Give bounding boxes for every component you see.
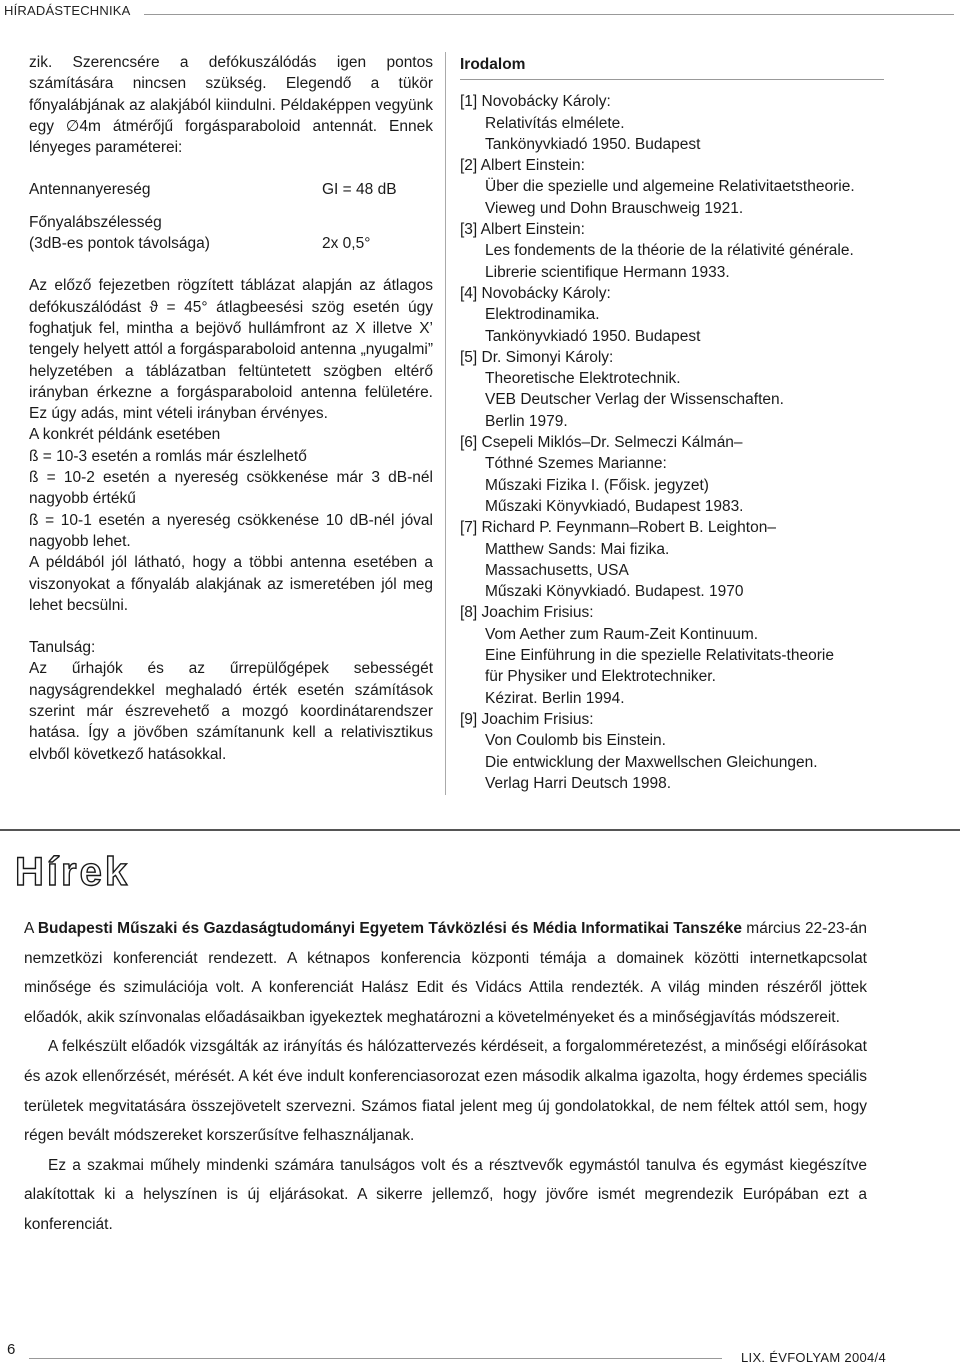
news-top-rule	[0, 829, 960, 831]
reference-item	[460, 347, 930, 432]
news-paragraph: Ez a szakmai műhely mindenki számára tanulságos volt és a résztvevők egymástól tanulva és egymást kiegészítve alakítottak ki a helyszínen is új eljárásokat. A sikerre jellemző, hogy jövőre ismét megrendezik Európában ezt a konferenciát.	[24, 1156, 867, 1233]
news-title-text: Hírek	[15, 851, 131, 891]
parameter-label: (3dB-es pontok távolsága)	[29, 235, 210, 253]
reference-detail: Tóthné Szemes Marianne:	[485, 455, 667, 473]
parameter-row-beamwidth	[29, 212, 433, 233]
reference-item	[460, 155, 930, 219]
paragraph: ß = 10-3 esetén a romlás már észlelhető	[29, 447, 307, 465]
reference-detail: Relativítás elmélete.	[485, 114, 625, 132]
reference-item	[460, 432, 930, 517]
news-title	[14, 851, 204, 891]
parameter-value: 2x 0,5°	[322, 235, 371, 253]
reference-detail: Elektrodinamika.	[485, 306, 600, 324]
reference-author: [7] Richard P. Feynmann–Robert B. Leighton–	[460, 519, 776, 537]
reference-author: [6] Csepeli Miklós–Dr. Selmeczi Kálmán–	[460, 434, 743, 452]
lesson-label: Tanulság:	[29, 639, 96, 657]
news-text: március 22-23-án nemzetközi konferenciát rendezett. A kétnapos konferencia központi témája a domainek közötti internetkapcsolat minősége és szimulációja volt. A konferenciát Halász Edit és Vidács Attila rendezték. A világ minden részéről jöttek előadók, akik színvonalas előadásaikban igyekeztek meghatározni a követelményeket és a minőségjavítás módszereit.	[24, 920, 867, 1026]
references-heading: Irodalom	[460, 56, 526, 73]
section-title: HÍRADÁSTECHNIKA	[4, 3, 131, 18]
reference-author: [9] Joachim Frisius:	[460, 710, 594, 728]
reference-detail: Die entwicklung der Maxwellschen Gleichungen.	[485, 753, 818, 771]
reference-detail: Theoretische Elektrotechnik.	[485, 370, 681, 388]
reference-detail: Vom Aether zum Raum-Zeit Kontinuum.	[485, 625, 759, 643]
reference-item	[460, 709, 930, 794]
parameter-list	[29, 179, 433, 254]
references-rule	[460, 79, 884, 80]
reference-detail: Massachusetts, USA	[485, 561, 629, 579]
reference-detail: Verlag Harri Deutsch 1998.	[485, 774, 672, 792]
reference-detail: Von Coulomb bis Einstein.	[485, 732, 666, 750]
left-column	[29, 52, 433, 765]
parameter-row-gain	[29, 179, 433, 200]
page-number: 6	[7, 1341, 16, 1358]
lesson-text: Az űrhajók és az űrrepülőgépek sebességét nagyságrendekkel meghaladó érték esetén számítások szerint már észrevehető a mozgó koordinátarendszer hatása. Így a jövőben számítanunk kell a relativisztikus elvből következő hatásokkal.	[29, 660, 433, 763]
reference-author: [5] Dr. Simonyi Károly:	[460, 348, 614, 366]
reference-detail: Műszaki Fizika I. (Főisk. jegyzet)	[485, 476, 709, 494]
reference-detail: Tankönyvkiadó 1950. Budapest	[485, 327, 701, 345]
parameter-label: Antennanyereség	[29, 181, 151, 199]
reference-item	[460, 283, 930, 347]
reference-item	[460, 91, 930, 155]
reference-item	[460, 602, 930, 708]
paragraph: A példából jól látható, hogy a többi antenna esetében a viszonyokat a főnyaláb alakjának az ismeretében jól meg lehet becsülni.	[29, 554, 433, 614]
reference-detail: für Physiker und Elektrotechniker.	[485, 668, 716, 686]
parameter-label: Főnyalábszélesség	[29, 213, 162, 231]
parameter-row-beamwidth-detail	[29, 233, 433, 254]
reference-detail: Vieweg und Dohn Brauschweig 1921.	[485, 199, 744, 217]
news-paragraph	[24, 914, 867, 1032]
paragraph: ß = 10-1 esetén a nyereség csökkenése 10 dB-nél jóval nagyobb lehet.	[29, 511, 433, 550]
paragraph: Az előző fejezetben rögzített táblázat alapján az átlagos defókuszálódást ϑ = 45° átlagbeesési szög esetén úgy foghatjuk fel, mintha a bejövő hullámfront az X illetve X’ tengely helyett attól a forgásparaboloid antenna „nyugalmi” helyzetében a táblázatban feltüntetett szögben eltérő irányban érkezne a forgásparaboloid antenna felületére. Ez úgy adás, mint vételi irányban érvényes.	[29, 277, 433, 423]
parameter-value: GI = 48 dB	[322, 181, 397, 199]
reference-detail: Les fondements de la théorie de la rélativité générale.	[485, 242, 854, 260]
news-paragraph: A felkészült előadók vizsgálták az irányítás és hálózattervezés kérdéseit, a forgalomméretezést, a minőségi előírásokat és azok ellenőrzését, mérését. A két éve indult konferenciasorozat ezen második alkalma igazolta, hogy érdemes speciális területek megvitatására összejövetelt szervezni. Számos fiatal jelent meg új gondolatokkal, de nem féltek attól sem, hogy régen bevált módszereket korszerűsítve felhasználjanak.	[24, 1038, 867, 1145]
reference-item	[460, 219, 930, 283]
column-divider	[445, 52, 446, 795]
reference-detail: VEB Deutscher Verlag der Wissenschaften.	[485, 391, 784, 409]
reference-detail: Librerie scientifique Hermann 1933.	[485, 263, 730, 281]
footer-rule	[29, 1358, 722, 1359]
reference-item	[460, 517, 930, 602]
reference-author: [1] Novobácky Károly:	[460, 93, 611, 111]
paragraph: zik. Szerencsére a defókuszálódás igen pontos számítására nincsen szükség. Elegendő a tükör főnyalábjának az alakjából kiindulni. Példaképpen vegyünk egy ∅4m átmérőjű forgásparaboloid antennát. Ennek lényeges paraméterei:	[29, 54, 433, 157]
reference-author: [3] Albert Einstein:	[460, 221, 585, 239]
reference-detail: Eine Einführung in die spezielle Relativitats-theorie	[485, 647, 834, 665]
news-organization: Budapesti Műszaki és Gazdaságtudományi Egyetem Távközlési és Média Informatikai Tanszéke	[37, 920, 742, 937]
reference-detail: Műszaki Könyvkiadó. Budapest. 1970	[485, 583, 744, 601]
reference-detail: Kézirat. Berlin 1994.	[485, 689, 625, 707]
journal-issue: LIX. ÉVFOLYAM 2004/4	[741, 1350, 886, 1365]
reference-detail: Matthew Sands: Mai fizika.	[485, 540, 670, 558]
reference-detail: Műszaki Könyvkiadó, Budapest 1983.	[485, 497, 744, 515]
reference-author: [8] Joachim Frisius:	[460, 604, 594, 622]
news-body	[24, 914, 867, 1240]
reference-detail: Über die spezielle und algemeine Relativitaetstheorie.	[485, 178, 855, 196]
paragraph: ß = 10-2 esetén a nyereség csökkenése már 3 dB-nél nagyobb értékű	[29, 469, 433, 508]
references-column	[460, 54, 930, 794]
reference-detail: Berlin 1979.	[485, 412, 568, 430]
news-text: A	[24, 920, 38, 937]
reference-detail: Tankönyvkiadó 1950. Budapest	[485, 135, 701, 153]
paragraph: A konkrét példánk esetében	[29, 426, 221, 444]
reference-author: [4] Novobácky Károly:	[460, 284, 611, 302]
reference-author: [2] Albert Einstein:	[460, 157, 585, 175]
header-rule	[144, 14, 954, 15]
references-list	[460, 91, 930, 794]
